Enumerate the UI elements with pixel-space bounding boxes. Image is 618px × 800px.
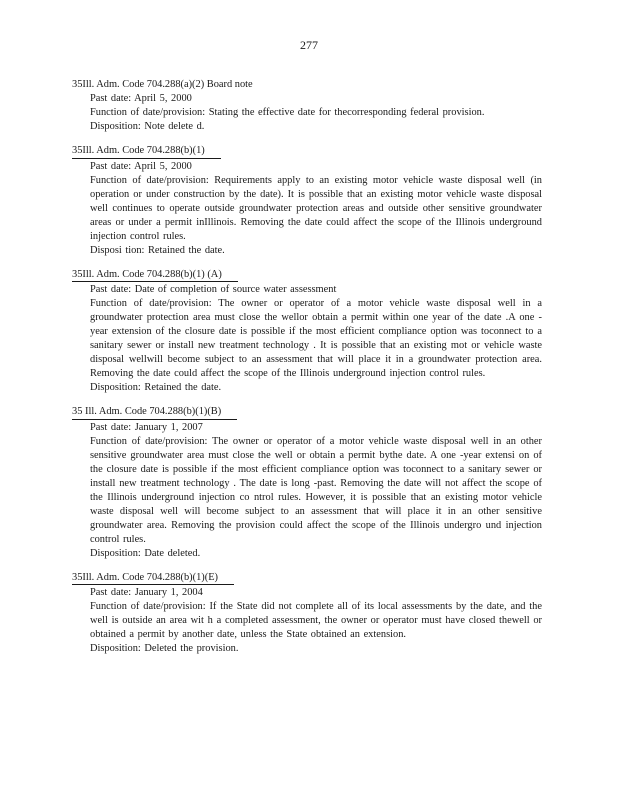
entry-704-288-a-2 [72,74,542,134]
entry-body [90,421,542,561]
entry-citation: 35Ill. Adm. Code 704.288(a)(2) Board note [72,79,253,90]
entry-disposition: Disposition: Note delete d. [90,121,205,132]
entry-function: Function of date/provision: Stating the effective date for thecorresponding federal provision. [90,107,485,118]
entry-function: Function of date/provision: The owner or operator of a motor vehicle waste disposal well in a groundwater protection area must close the wellor obtain a permit within one year of the date .A one -year extension of the closure date is possible if the most efficient compliance option was toconnect to a sanitary sewer or install new treatment technology . It is possible that an existing mot or vehicle waste disposal wellwill become subject to an assessment that will place it in a groundwater protection area. Removing the date could affect the scope of the Illinois underground injection control rules. [90,298,542,379]
entry-disposition: Disposition: Retained the date. [90,382,222,393]
entry-function: Function of date/provision: The owner or operator of a motor vehicle waste disposal well in an other sensitive groundwater area must close the well or obtain a permit bythe date. A one -year extensi on of the closure date is possible if the most efficient compliance option was toconnect to a sanitary sewer or install new treatment technology . The date is long -past. Removing the date will not affect the scope of the Illinois underground injection co ntrol rules. However, it is possible that an existing motor vehicle waste disposal well will become subject to an assessment that will place it in an other sensitive groundwater area. Removing the provision could affect the scope of the Illinois undergro und injection control rules. [90,435,542,545]
entry-body [90,586,542,656]
entry-body [90,160,542,258]
entry-past-date: Past date: Date of completion of source water assessment [90,284,337,295]
entry-past-date: Past date: April 5, 2000 [90,160,192,172]
entry-704-288-b-1-e [72,567,542,657]
entry-citation: 35Ill. Adm. Code 704.288(b)(1)(E) [72,572,234,586]
page-number: 277 [300,38,318,52]
entry-function: Function of date/provision: If the State did not complete all of its local assessments by the date, and the well is outside an area wit h a completed assessment, the owner or operator must have closed thewell or obtained a permit by another date, unless the State obtained an extension. [90,601,542,640]
entry-704-288-b-1-b [72,401,542,561]
entry-citation: 35 Ill. Adm. Code 704.288(b)(1)(B) [72,406,237,420]
entry-704-288-b-1-a [72,264,542,396]
entry-citation: 35Ill. Adm. Code 704.288(b)(1) [72,145,221,159]
entry-function: Function of date/provision: Requirements apply to an existing motor vehicle waste disposal well (in operation or under construction by the date). It is possible that an existing motor vehicle waste disposal well continues to operate outside groundwater protection areas and outside other sensitive groundwater areas or under a permit inIllinois. Removing the date could affect the scope of the Illinois underground injection control rules. [90,174,542,242]
entry-past-date: Past date: January 1, 2004 [90,587,203,598]
entry-disposition: Disposi tion: Retained the date. [90,244,225,256]
entry-citation: 35Ill. Adm. Code 704.288(b)(1) (A) [72,269,238,283]
entry-disposition: Disposition: Deleted the provision. [90,643,239,654]
entry-body [90,283,542,395]
entry-past-date: Past date: April 5, 2000 [90,93,192,104]
entry-704-288-b-1 [72,140,542,258]
document-body [72,74,542,662]
entry-body [90,92,542,134]
entry-past-date: Past date: January 1, 2007 [90,421,203,433]
entry-disposition: Disposition: Date deleted. [90,547,201,559]
